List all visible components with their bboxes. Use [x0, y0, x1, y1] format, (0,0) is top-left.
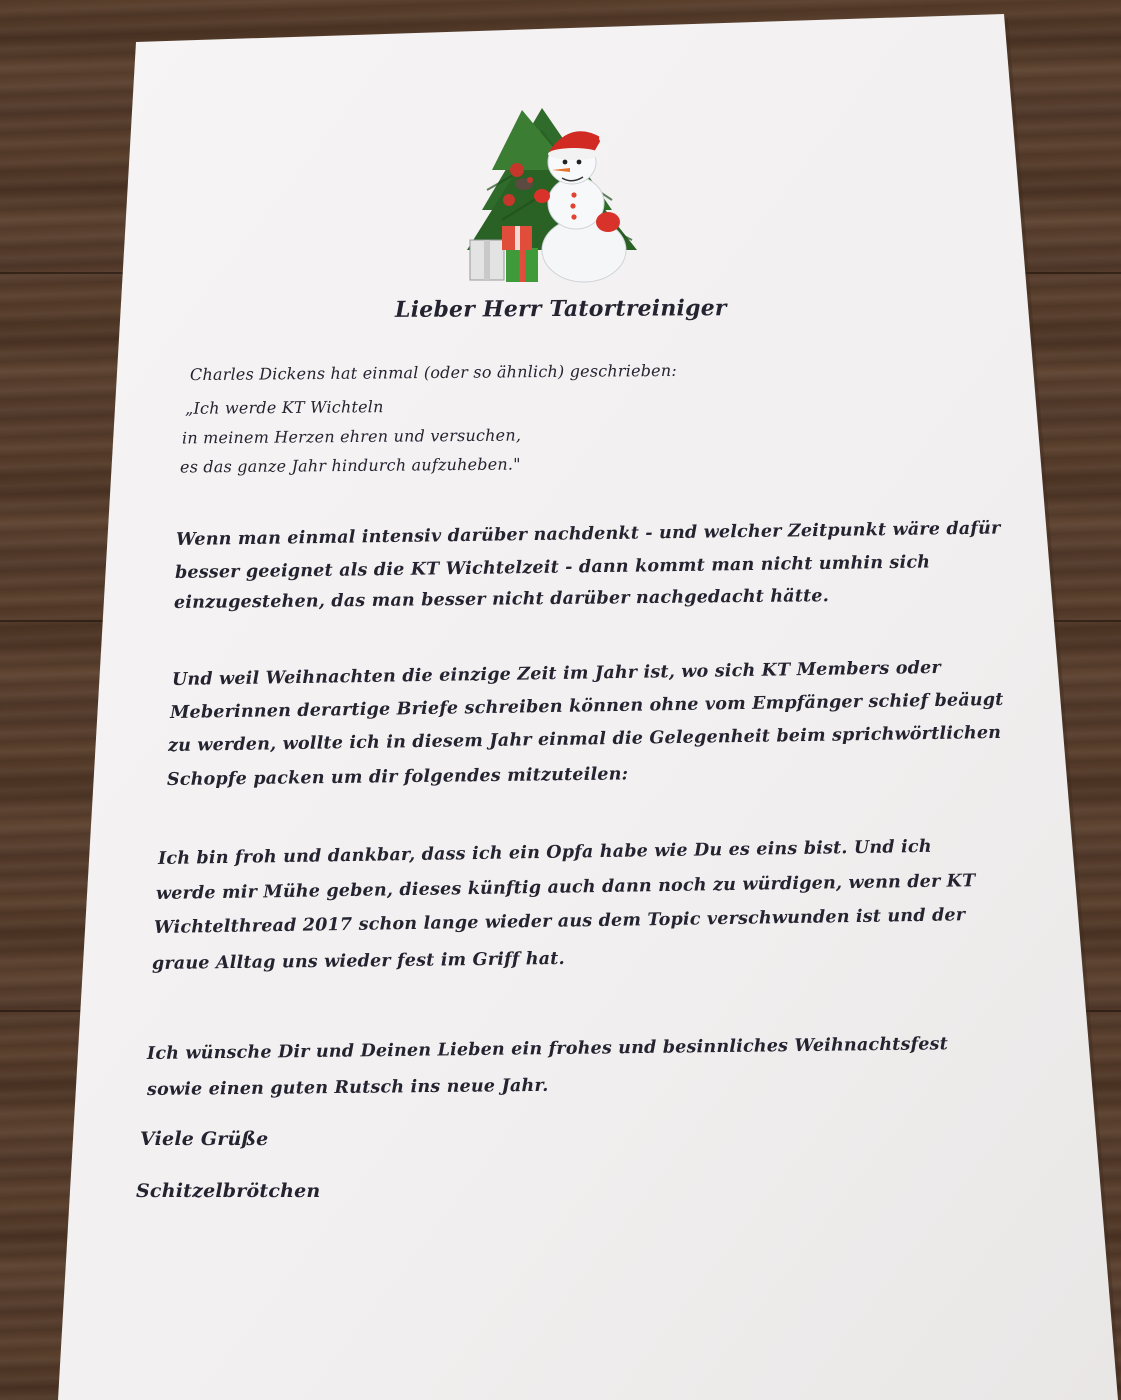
quote-line: in meinem Herzen ehren und versuchen, [181, 425, 522, 448]
paragraph-line: zu werden, wollte ich in diesem Jahr einmal die Gelegenheit beim sprichwörtlichen [167, 722, 1002, 756]
letter-signature: Schitzelbrötchen [136, 1180, 321, 1202]
quote-line: „Ich werde KT Wichteln [184, 397, 384, 418]
paragraph-line: einzugestehen, das man besser nicht darüber nachgedacht hätte. [173, 586, 830, 613]
quote-line: es das ganze Jahr hindurch aufzuheben." [179, 454, 521, 477]
paragraph-line: Wenn man einmal intensiv darüber nachdenkt - und welcher Zeitpunkt wäre dafür [175, 518, 1001, 550]
paragraph-line: besser geeignet als die KT Wichtelzeit - dann kommt man nicht umhin sich [174, 552, 931, 583]
paragraph-line: Schopfe packen um dir folgendes mitzuteilen: [166, 764, 629, 790]
letter-greeting: Lieber Herr Tatortreiniger [394, 295, 727, 323]
letter-closing: Viele Grüße [140, 1128, 269, 1150]
paragraph-line: Wichtelthread 2017 schon lange wieder aus dem Topic verschwunden ist und der [153, 905, 966, 938]
paragraph-line: sowie einen guten Rutsch ins neue Jahr. [146, 1075, 549, 1100]
paragraph-line: Ich wünsche Dir und Deinen Lieben ein frohes und besinnliches Weihnachtsfest [146, 1034, 949, 1064]
paragraph-line: Und weil Weihnachten die einzige Zeit im Jahr ist, wo sich KT Members oder [171, 657, 941, 690]
quote-intro: Charles Dickens hat einmal (oder so ähnlich) geschrieben: [189, 360, 677, 385]
paragraph-line: Meberinnen derartige Briefe schreiben können ohne vom Empfänger schief beäugt [169, 689, 1004, 723]
paragraph-line: Ich bin froh und dankbar, dass ich ein Opfa habe wie Du es eins bist. Und ich [157, 836, 932, 869]
paragraph-line: graue Alltag uns wieder fest im Griff hat. [151, 948, 565, 974]
paragraph-line: werde mir Mühe geben, dieses künftig auch dann noch zu würdigen, wenn der KT [155, 871, 976, 904]
